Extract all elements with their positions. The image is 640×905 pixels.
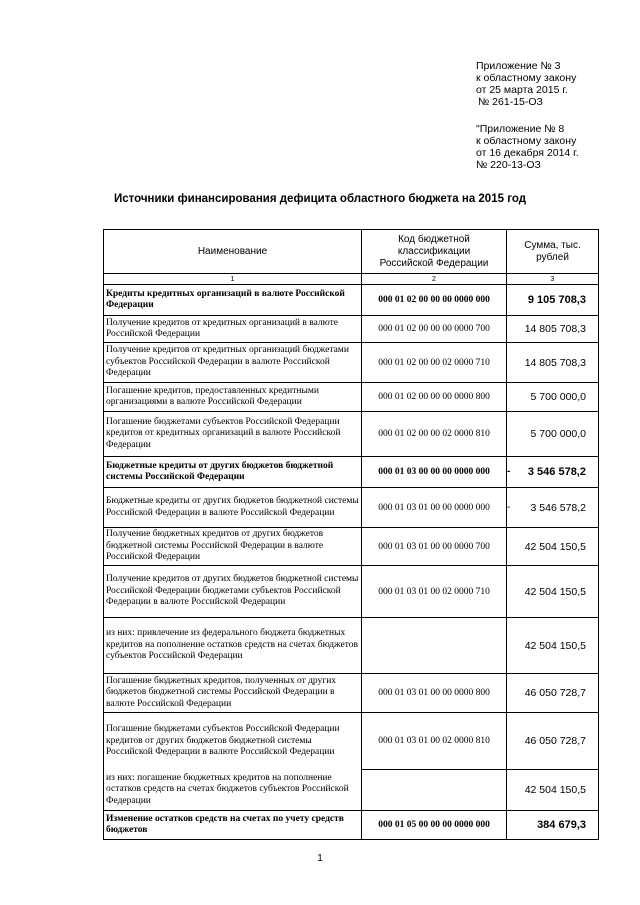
row-name: Изменение остатков средств на счетах по учету средств бюджетов [104, 811, 362, 840]
appendix-line: к областному закону [476, 72, 577, 84]
table-header-row [104, 230, 599, 274]
row-sum-value: 3 546 578,2 [530, 501, 586, 514]
appendix-line: № 220-13-ОЗ [476, 159, 541, 171]
appendix-line: Приложение № 3 [476, 60, 561, 72]
table-row [104, 343, 599, 383]
row-name: Погашение бюджетами субъектов Российской Федерации кредитов от других бюджетов бюджетной системы Российской Федерации в валюте Российской Федерации [104, 713, 362, 770]
document-title: Источники финансирования дефицита областного бюджета на 2015 год [113, 193, 527, 205]
financing-table [103, 229, 599, 840]
row-code: 000 01 02 00 00 02 0000 710 [362, 343, 507, 383]
row-name: Получение бюджетных кредитов от других бюджетов бюджетной системы Российской Федерации в валюте Российской Федерации [104, 528, 362, 566]
table-row [104, 285, 599, 316]
minus-sign: - [507, 465, 511, 477]
row-name: Погашение бюджетами субъектов Российской Федерации кредитов от кредитных организаций в валюте Российской Федерации [104, 412, 362, 457]
row-sum: 46 050 728,7 [507, 713, 599, 770]
row-sum [507, 457, 599, 488]
table-row [104, 674, 599, 713]
table-row [104, 618, 599, 674]
row-name: Погашение кредитов, предоставленных кредитными организациями в валюте Российской Федерации [104, 383, 362, 412]
table-row [104, 770, 599, 811]
row-sum: 14 805 708,3 [507, 343, 599, 383]
row-name: Кредиты кредитных организаций в валюте Российской Федерации [104, 285, 362, 316]
table-row [104, 811, 599, 840]
column-number: 2 [362, 274, 507, 285]
appendix-line: № 261-15-ОЗ [478, 96, 543, 108]
row-code: 000 01 05 00 00 00 0000 000 [362, 811, 507, 840]
row-code [362, 770, 507, 811]
appendix-line: от 16 декабря 2014 г. [476, 147, 579, 159]
appendix-line: "Приложение № 8 [476, 123, 565, 135]
appendix-amended-law [476, 123, 626, 171]
row-code: 000 01 03 00 00 00 0000 000 [362, 457, 507, 488]
minus-sign: - [507, 501, 511, 513]
row-name: Погашение бюджетных кредитов, полученных от других бюджетов бюджетной системы Российской Федерации в валюте Российской Федерации [104, 674, 362, 713]
row-sum: 5 700 000,0 [507, 383, 599, 412]
row-name: Бюджетные кредиты от других бюджетов бюджетной системы Российской Федерации [104, 457, 362, 488]
row-sum: 14 805 708,3 [507, 316, 599, 343]
row-code: 000 01 02 00 00 00 0000 700 [362, 316, 507, 343]
row-code: 000 01 02 00 00 00 0000 000 [362, 285, 507, 316]
row-code: 000 01 03 01 00 00 0000 000 [362, 488, 507, 528]
appendix-line: к областному закону [476, 135, 577, 147]
row-code: 000 01 03 01 00 02 0000 710 [362, 566, 507, 618]
row-name: Получение кредитов от кредитных организаций бюджетами субъектов Российской Федерации в валюте Российской Федерации [104, 343, 362, 383]
row-sum-value: 3 546 578,2 [527, 466, 586, 478]
header-code: Код бюджетной классификации Российской Федерации [362, 230, 507, 274]
table-row [104, 383, 599, 412]
row-code: 000 01 02 00 00 00 0000 800 [362, 383, 507, 412]
row-code [362, 618, 507, 674]
row-sum: 42 504 150,5 [507, 566, 599, 618]
row-sum: 46 050 728,7 [507, 674, 599, 713]
header-name: Наименование [104, 230, 362, 274]
table-row [104, 457, 599, 488]
row-sum [507, 488, 599, 528]
row-sum: 42 504 150,5 [507, 618, 599, 674]
row-name: Бюджетные кредиты от других бюджетов бюджетной системы Российской Федерации в валюте Российской Федерации [104, 488, 362, 528]
appendix-current-law [476, 60, 626, 108]
row-name: Получение кредитов от кредитных организаций в валюте Российской Федерации [104, 316, 362, 343]
page-number: 1 [317, 853, 323, 864]
appendix-line: от 25 марта 2015 г. [476, 84, 568, 96]
table-row [104, 713, 599, 770]
row-code: 000 01 02 00 00 02 0000 810 [362, 412, 507, 457]
row-name: Получение кредитов от других бюджетов бюджетной системы Российской Федерации бюджетами субъектов Российской Федерации в валюте Российской Федерации [104, 566, 362, 618]
column-number-row [104, 274, 599, 285]
row-name: из них: привлечение из федерального бюджета бюджетных кредитов на пополнение остатков средств на счетах бюджетов субъектов Российской Федерации [104, 618, 362, 674]
table-row [104, 412, 599, 457]
table-row [104, 316, 599, 343]
row-sum: 5 700 000,0 [507, 412, 599, 457]
table-row [104, 566, 599, 618]
row-code: 000 01 03 01 00 00 0000 700 [362, 528, 507, 566]
row-name: из них: погашение бюджетных кредитов на пополнение остатков средств на счетах бюджетов субъектов Российской Федерации [104, 770, 362, 811]
header-sum: Сумма, тыс. рублей [507, 230, 599, 274]
row-sum: 42 504 150,5 [507, 770, 599, 811]
table-row [104, 528, 599, 566]
table-row [104, 488, 599, 528]
row-sum: 42 504 150,5 [507, 528, 599, 566]
row-code: 000 01 03 01 00 02 0000 810 [362, 713, 507, 770]
row-sum: 384 679,3 [507, 811, 599, 840]
column-number: 3 [507, 274, 599, 285]
column-number: 1 [104, 274, 362, 285]
row-code: 000 01 03 01 00 00 0000 800 [362, 674, 507, 713]
row-sum: 9 105 708,3 [507, 285, 599, 316]
